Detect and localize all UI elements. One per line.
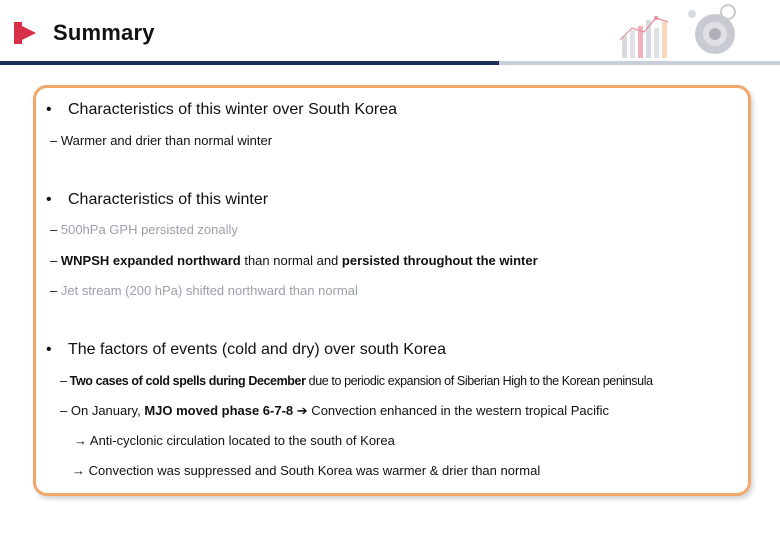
slide-header bbox=[0, 0, 780, 66]
chart-gear-decoration-icon bbox=[600, 0, 780, 62]
section-3-item-3: → Anti-cyclonic circulation located to the south of Korea bbox=[74, 433, 395, 448]
section-heading-text: Characteristics of this winter bbox=[68, 191, 269, 208]
section-heading-text: Characteristics of this winter over South Korea bbox=[68, 101, 398, 118]
title-accent-arrow bbox=[14, 22, 36, 44]
section-2-item-1: – 500hPa GPH persisted zonally bbox=[50, 222, 238, 237]
section-2-item-2: – WNPSH expanded northward than normal and persisted throughout the winter bbox=[50, 253, 538, 268]
bullet-dot: • bbox=[46, 101, 52, 118]
section-3-item-1: – Two cases of cold spells during December due to periodic expansion of Siberian High to the Korean peninsula bbox=[60, 374, 653, 388]
header-rule bbox=[0, 61, 780, 65]
arrow-right-icon: → bbox=[74, 433, 87, 448]
section-heading-text: The factors of events (cold and dry) over south Korea bbox=[68, 341, 446, 358]
section-2-item-3: – Jet stream (200 hPa) shifted northward than normal bbox=[50, 283, 358, 298]
arrow-right-icon: → bbox=[72, 463, 85, 478]
bullet-dot: • bbox=[46, 341, 52, 358]
section-3-item-4: → Convection was suppressed and South Korea was warmer & drier than normal bbox=[72, 463, 541, 478]
slide-title: Summary bbox=[53, 20, 155, 45]
arrow-right-icon: ➔ bbox=[296, 403, 308, 418]
section-3-item-2: – On January, MJO moved phase 6-7-8 ➔ Convection enhanced in the western tropical Pacific bbox=[60, 403, 610, 418]
section-1-item-1: – Warmer and drier than normal winter bbox=[50, 133, 273, 148]
bullet-dot: • bbox=[46, 191, 52, 208]
